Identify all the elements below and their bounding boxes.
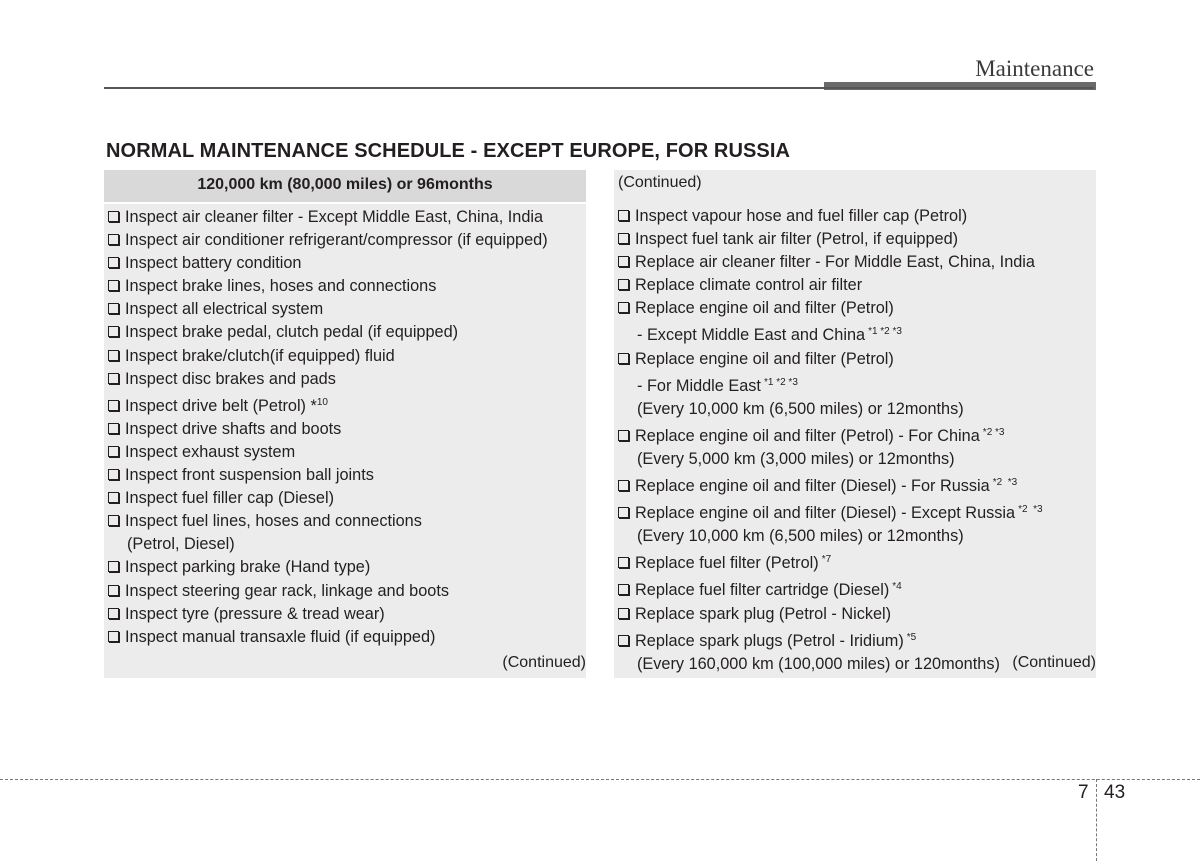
item-text: Inspect fuel filler cap (Diesel)	[125, 489, 335, 508]
footer-dashed-rule	[0, 779, 1200, 780]
footnote-marker: 10	[316, 396, 328, 408]
item-text: Inspect brake pedal, clutch pedal (if equipped)	[125, 323, 459, 342]
list-item	[618, 575, 1094, 602]
checkbox-icon	[618, 233, 629, 244]
item-text: Inspect fuel lines, hoses and connections	[125, 512, 422, 531]
item-text: Inspect drive belt (Petrol) *	[125, 396, 317, 415]
list-item	[618, 498, 1094, 525]
item-text: Replace climate control air filter	[635, 276, 863, 295]
checkbox-icon	[108, 350, 119, 361]
footnote-marker: *1 *2 *3	[763, 376, 798, 388]
checkbox-icon	[618, 557, 629, 568]
list-item	[618, 228, 1094, 251]
list-item	[618, 297, 1094, 320]
item-text: Replace engine oil and filter (Diesel) - Except Russia	[635, 504, 1016, 523]
footnote-marker: *5	[906, 631, 917, 643]
checkbox-icon	[108, 303, 119, 314]
item-text: Replace fuel filter (Petrol)	[635, 554, 819, 573]
list-item	[108, 441, 584, 464]
item-text: (Petrol, Diesel)	[127, 535, 235, 554]
item-text: (Every 10,000 km (6,500 miles) or 12months)	[637, 399, 964, 418]
checkbox-icon	[108, 373, 119, 384]
right-schedule-panel	[614, 170, 1096, 678]
item-text: Inspect all electrical system	[125, 300, 324, 319]
list-item	[108, 464, 584, 487]
list-item	[108, 418, 584, 441]
list-item	[108, 603, 584, 626]
footer-dashed-divider	[1096, 779, 1097, 861]
left-schedule-panel	[104, 170, 586, 678]
item-text: Inspect parking brake (Hand type)	[125, 558, 371, 577]
list-item	[618, 421, 1094, 448]
item-text: Inspect fuel tank air filter (Petrol, if equipped)	[635, 230, 959, 249]
item-text: Replace spark plugs (Petrol - Iridium)	[635, 631, 904, 650]
list-item	[108, 391, 584, 418]
checkbox-icon	[618, 430, 629, 441]
checkbox-icon	[108, 561, 119, 572]
checkbox-icon	[108, 446, 119, 457]
item-text: Inspect tyre (pressure & tread wear)	[125, 604, 385, 623]
checkbox-icon	[618, 256, 629, 267]
item-text: Inspect drive shafts and boots	[125, 419, 342, 438]
checkbox-icon	[108, 515, 119, 526]
checkbox-icon	[618, 608, 629, 619]
item-text: Inspect brake/clutch(if equipped) fluid	[125, 346, 395, 365]
list-item	[618, 471, 1094, 498]
item-text: Inspect brake lines, hoses and connections	[125, 277, 437, 296]
item-text: Inspect disc brakes and pads	[125, 369, 336, 388]
item-text: - Except Middle East and China	[637, 326, 866, 345]
list-item	[618, 603, 1094, 626]
footnote-marker: *2 *3	[1018, 504, 1043, 516]
item-text: Inspect manual transaxle fluid (if equipped)	[125, 627, 436, 646]
item-text: Replace engine oil and filter (Petrol)	[635, 349, 894, 368]
item-text: Replace engine oil and filter (Petrol) - For China	[635, 426, 980, 445]
item-text: Replace air cleaner filter - For Middle East, China, India	[635, 253, 1035, 272]
list-item	[108, 510, 584, 533]
checkbox-icon	[108, 469, 119, 480]
list-item	[618, 205, 1094, 228]
list-item	[108, 298, 584, 321]
header-rule	[104, 87, 1094, 89]
checkbox-icon	[618, 635, 629, 646]
list-item	[618, 548, 1094, 575]
right-checklist	[618, 205, 1094, 676]
checkbox-icon	[618, 302, 629, 313]
list-item	[108, 206, 584, 229]
footnote-marker: *1 *2 *3	[868, 326, 902, 338]
item-text: Inspect steering gear rack, linkage and boots	[125, 581, 450, 600]
item-text: (Every 10,000 km (6,500 miles) or 12months)	[637, 527, 964, 546]
checkbox-icon	[108, 280, 119, 291]
list-item	[108, 487, 584, 510]
item-text: Replace spark plug (Petrol - Nickel)	[635, 604, 892, 623]
checkbox-icon	[108, 234, 119, 245]
footnote-marker: *2 *3	[982, 426, 1005, 438]
list-item-continuation	[618, 448, 1094, 471]
item-text: (Every 5,000 km (3,000 miles) or 12months)	[637, 449, 955, 468]
list-item	[618, 251, 1094, 274]
footnote-marker: *2 *3	[992, 477, 1018, 489]
page-header-title: Maintenance	[975, 56, 1094, 81]
item-text: Inspect battery condition	[125, 254, 302, 273]
list-item	[108, 229, 584, 252]
checkbox-icon	[108, 211, 119, 222]
item-text: Inspect vapour hose and fuel filler cap (Petrol)	[635, 207, 968, 225]
left-checklist	[108, 206, 584, 649]
checkbox-icon	[108, 326, 119, 337]
list-item	[618, 348, 1094, 371]
checkbox-icon	[618, 584, 629, 595]
checkbox-icon	[618, 210, 629, 221]
checkbox-icon	[108, 608, 119, 619]
list-item-continuation	[618, 398, 1094, 421]
list-item-continuation	[618, 371, 1094, 398]
continued-heading: (Continued)	[618, 174, 702, 191]
checkbox-icon	[108, 585, 119, 596]
interval-heading: 120,000 km (80,000 miles) or 96months	[104, 170, 586, 204]
list-item	[108, 580, 584, 603]
list-item	[108, 368, 584, 391]
list-item-continuation	[618, 320, 1094, 347]
list-item	[108, 556, 584, 579]
checkbox-icon	[108, 400, 119, 411]
item-text: Inspect air cleaner filter - Except Middle East, China, India	[125, 208, 544, 226]
checkbox-icon	[108, 423, 119, 434]
checkbox-icon	[108, 492, 119, 503]
checkbox-icon	[618, 507, 629, 518]
page-number: 43	[1104, 782, 1126, 803]
list-item-continuation	[618, 525, 1094, 548]
item-text: (Every 160,000 km (100,000 miles) or 120months)	[637, 654, 1000, 673]
list-item	[108, 275, 584, 298]
continued-label: (Continued)	[502, 654, 586, 671]
item-text: - For Middle East	[637, 376, 761, 395]
list-item	[108, 345, 584, 368]
list-item	[108, 626, 584, 649]
list-item	[108, 321, 584, 344]
checkbox-icon	[108, 631, 119, 642]
checkbox-icon	[618, 279, 629, 290]
list-item	[618, 626, 1094, 653]
item-text: Replace engine oil and filter (Petrol)	[635, 299, 894, 318]
item-text: Replace fuel filter cartridge (Diesel)	[635, 581, 890, 600]
continued-label: (Continued)	[1012, 654, 1096, 671]
section-title: NORMAL MAINTENANCE SCHEDULE - EXCEPT EUROPE, FOR RUSSIA	[106, 140, 791, 162]
chapter-number: 7	[1078, 782, 1089, 803]
checkbox-icon	[618, 480, 629, 491]
checkbox-icon	[108, 257, 119, 268]
footnote-marker: *7	[821, 554, 832, 566]
item-text: Replace engine oil and filter (Diesel) - For Russia	[635, 477, 990, 496]
list-item-continuation	[108, 533, 584, 556]
item-text: Inspect exhaust system	[125, 442, 296, 461]
footnote-marker: *4	[892, 581, 902, 593]
list-item	[618, 274, 1094, 297]
list-item	[108, 252, 584, 275]
checkbox-icon	[618, 353, 629, 364]
item-text: Inspect front suspension ball joints	[125, 466, 374, 485]
item-text: Inspect air conditioner refrigerant/compressor (if equipped)	[125, 231, 548, 250]
